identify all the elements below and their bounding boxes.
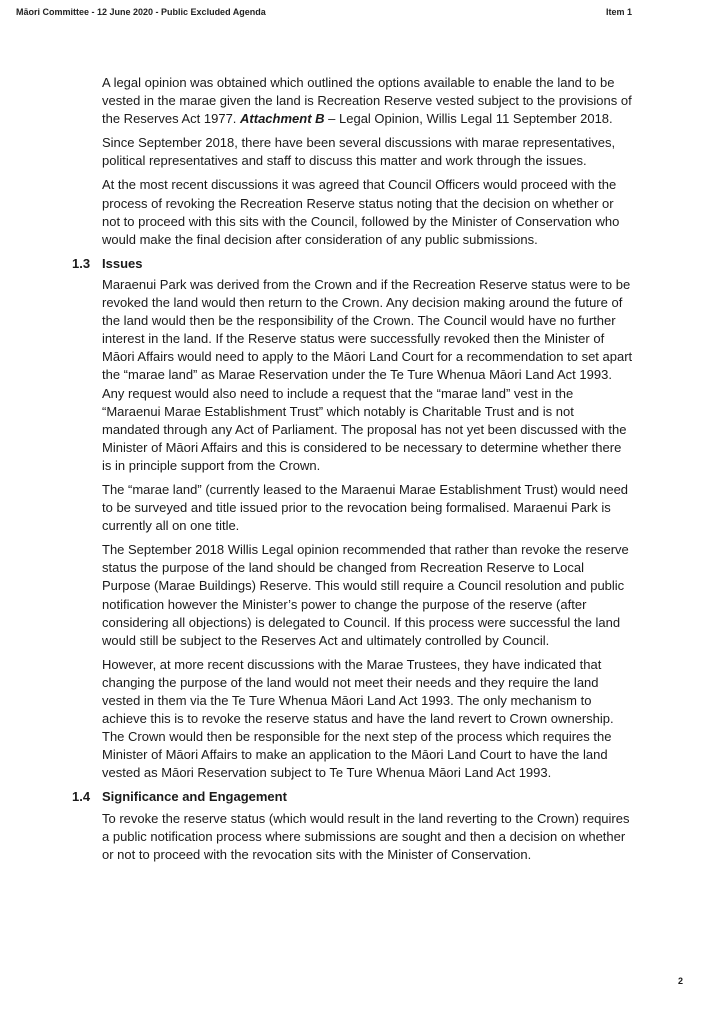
intro-paragraph-1-tail: – Legal Opinion, Willis Legal 11 September 2018. [324,111,613,127]
intro-paragraph-2: Since September 2018, there have been several discussions with marae representatives, political representatives and staff to discuss this matter and work through the issues. [102,135,616,169]
page-number: 2 [677,976,683,986]
document-body [72,74,634,870]
header-item-label: Item 1 [605,7,632,17]
section-title: Significance and Engagement [102,789,287,805]
issues-paragraph-4: However, at more recent discussions with the Marae Trustees, they have indicated that changing the purpose of the land would not meet their needs and they require the land vested in them via the Te Ture Whenua Māori Land Act 1993. The only mechanism to achieve this is to revoke the reserve status and have the land revert to Crown ownership. The Crown would then be responsible for the next step of the process which requires the Minister of Māori Affairs to make an application to the Māori Land Court to have the land vested as Māori Reservation subject to Te Ture Whenua Māori Land Act 1993. [102,656,614,781]
section-heading-issues [72,255,634,273]
issues-paragraph-1: Maraenui Park was derived from the Crown and if the Recreation Reserve status were to be revoked the land would then return to the Crown. Any decision making around the future of the land would then be the responsibility of the Crown. The Council would have no further interest in the land. If the Reserve status were successfully revoked then the Minister of Māori Affairs would need to apply to the Māori Land Court for a recommendation to set apart the “marae land” as Marae Reservation under the Te Ture Whenua Māori Land Act 1993. Any request would also need to include a request that the “marae land” vest in the “Maraenui Marae Establishment Trust” which notably is Charitable Trust and is not mandated through any Act of Parliament. The proposal has not yet been discussed with the Minister of Māori Affairs and this is considered to be necessary to determine whether there is in principle support from the Crown. [102,276,633,473]
significance-paragraph-1: To revoke the reserve status (which would result in the land reverting to the Crown) requires a public notification process where submissions are sought and then a decision on whether or not to proceed with the revocation sits with the Minister of Conservation. [102,810,630,862]
issues-paragraph-3: The September 2018 Willis Legal opinion recommended that rather than revoke the reserve status the purpose of the land should be changed from Recreation Reserve to Local Purpose (Marae Buildings) Reserve. This would still require a Council resolution and public notification however the Minister’s power to change the purpose of the reserve (after considering all objections) is delegated to Council. If this process were successful the land would still be subject to the Reserves Act and ultimately controlled by Council. [102,542,629,648]
section-number: 1.3 [72,255,91,271]
section-number: 1.4 [72,789,91,805]
header-title: Māori Committee - 12 June 2020 - Public Excluded Agenda [16,7,266,17]
intro-paragraph-3: At the most recent discussions it was agreed that Council Officers would proceed with the process of revoking the Recreation Reserve status noting that the decision on whether or not to proceed with this sits with the Council, followed by the Minister of Conservation who would make the final decision after consideration of any public submissions. [102,177,620,247]
issues-paragraph-2: The “marae land” (currently leased to the Maraenui Marae Establishment Trust) would need to be surveyed and title issued prior to the revocation being formalised. Maraenui Park is currently all on one title. [102,481,629,534]
intro-paragraph-1-text: A legal opinion was obtained which outlined the options available to enable the land to be vested in the marae given the land is Recreation Reserve vested subject to the provisions of the Reserves Act 1977. [102,75,632,127]
intro-paragraph-1 [102,74,634,128]
section-heading-significance [72,788,634,806]
attachment-reference: Attachment B [240,111,325,127]
page-header [16,7,632,17]
section-title: Issues [102,255,143,271]
